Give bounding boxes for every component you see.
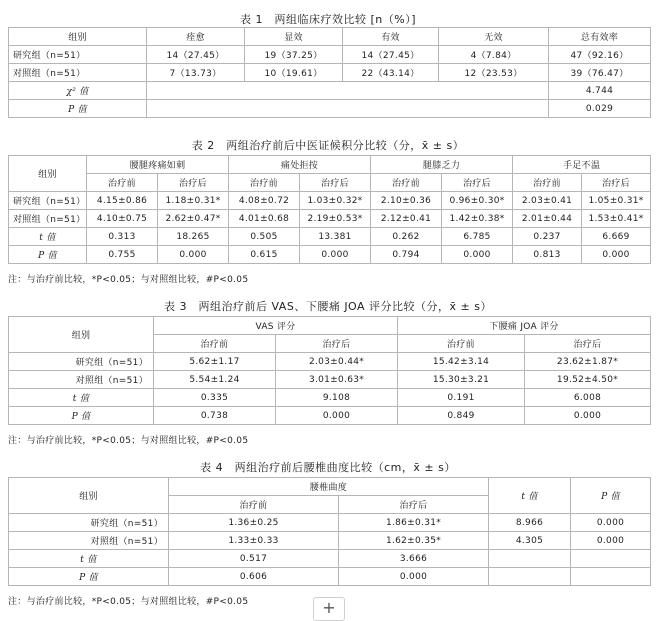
sub-header: 治疗后 — [158, 174, 229, 192]
table-cell: 12（23.53） — [439, 64, 549, 82]
table-cell: 0.000 — [276, 407, 398, 425]
p-label: P 值 — [9, 100, 147, 118]
table-cell: 5.62±1.17 — [154, 353, 276, 371]
table-cell — [489, 550, 571, 568]
table-cell: 对照组（n=51） — [9, 532, 169, 550]
table-cell — [571, 568, 651, 586]
table2-caption: 表 2 两组治疗前后中医证候积分比较（分，x̄ ± s） — [191, 139, 465, 152]
table3-group-label: 组别 — [9, 317, 154, 353]
table2 — [8, 155, 651, 264]
table-row — [9, 100, 651, 118]
table-cell: 0.000 — [525, 407, 651, 425]
table-cell: 47（92.16） — [549, 46, 651, 64]
sub-header: 治疗前 — [229, 174, 300, 192]
table-row — [9, 371, 651, 389]
table2-group-label: 组别 — [9, 156, 87, 192]
table-cell: 2.01±0.44 — [513, 210, 582, 228]
table-row — [9, 82, 651, 100]
table-cell: 1.42±0.38* — [442, 210, 513, 228]
table2-group-header: 手足不温 — [513, 156, 651, 174]
table-cell: 1.86±0.31* — [339, 514, 489, 532]
table-cell: 2.12±0.41 — [371, 210, 442, 228]
table-cell: 2.62±0.47* — [158, 210, 229, 228]
table-cell: 8.966 — [489, 514, 571, 532]
table-cell: 39（76.47） — [549, 64, 651, 82]
table-cell — [571, 550, 651, 568]
table-cell: 6.669 — [582, 228, 651, 246]
table2-note: 注：与治疗前比较，*P<0.05；与对照组比较，#P<0.05 — [8, 275, 249, 285]
sub-header: 治疗后 — [276, 335, 398, 353]
table-cell: 15.30±3.21 — [398, 371, 525, 389]
table-cell: 22（43.14） — [343, 64, 439, 82]
table-cell: 2.03±0.41 — [513, 192, 582, 210]
sub-header: 治疗后 — [582, 174, 651, 192]
table4-caption: 表 4 两组治疗前后腰椎曲度比较（cm，x̄ ± s） — [200, 461, 456, 474]
table3-group-header: 下腰痛 JOA 评分 — [398, 317, 651, 335]
table-cell: 研究组（n=51） — [9, 46, 147, 64]
t-label: t 值 — [9, 228, 87, 246]
table4-group-row — [9, 478, 651, 496]
table-row — [9, 64, 651, 82]
table3-group-row — [9, 317, 651, 335]
sub-header: 治疗前 — [154, 335, 276, 353]
table-cell: 4（7.84） — [439, 46, 549, 64]
table-cell: 0.606 — [169, 568, 339, 586]
table-cell: 1.18±0.31* — [158, 192, 229, 210]
sub-header: 治疗前 — [169, 496, 339, 514]
table-cell: 0.813 — [513, 246, 582, 264]
table-cell: 0.849 — [398, 407, 525, 425]
table-cell: 9.108 — [276, 389, 398, 407]
t-label: t 值 — [9, 550, 169, 568]
sub-header: 治疗后 — [525, 335, 651, 353]
table-cell: 0.262 — [371, 228, 442, 246]
table-cell: 19.52±4.50* — [525, 371, 651, 389]
table-cell: 0.000 — [300, 246, 371, 264]
table-cell: 0.794 — [371, 246, 442, 264]
p-label: P 值 — [9, 568, 169, 586]
chi-label: χ² 值 — [9, 82, 147, 100]
t-label: t 值 — [489, 478, 571, 514]
sub-header: 治疗后 — [300, 174, 371, 192]
table-cell: 5.54±1.24 — [154, 371, 276, 389]
table-cell: 0.313 — [87, 228, 158, 246]
table-cell: 1.36±0.25 — [169, 514, 339, 532]
table-cell: 0.738 — [154, 407, 276, 425]
table-cell: 2.03±0.44* — [276, 353, 398, 371]
table1-header: 总有效率 — [549, 28, 651, 46]
table-cell: 0.191 — [398, 389, 525, 407]
table-cell: 4.01±0.68 — [229, 210, 300, 228]
table-row — [9, 192, 651, 210]
table2-group-header: 腰腿疼痛如刺 — [87, 156, 229, 174]
chi-value: 4.744 — [549, 82, 651, 100]
table-row — [9, 228, 651, 246]
add-button[interactable]: + — [313, 597, 345, 621]
table-cell: 0.000 — [339, 568, 489, 586]
table4-group-label: 组别 — [9, 478, 169, 514]
table-cell: 10（19.61） — [245, 64, 343, 82]
table3-caption: 表 3 两组治疗前后 VAS、下腰痛 JOA 评分比较（分，x̄ ± s） — [164, 300, 492, 313]
table-cell: 0.517 — [169, 550, 339, 568]
table-row — [9, 568, 651, 586]
table-cell: 0.000 — [158, 246, 229, 264]
sub-header: 治疗前 — [371, 174, 442, 192]
p-label: P 值 — [9, 407, 154, 425]
table1-header: 无效 — [439, 28, 549, 46]
table-cell: 1.05±0.31* — [582, 192, 651, 210]
table-cell — [147, 82, 549, 100]
table-cell: 4.08±0.72 — [229, 192, 300, 210]
table-cell: 0.96±0.30* — [442, 192, 513, 210]
table3-group-header: VAS 评分 — [154, 317, 398, 335]
sub-header: 治疗后 — [339, 496, 489, 514]
table-cell: 13.381 — [300, 228, 371, 246]
table-cell: 研究组（n=51） — [9, 192, 87, 210]
table-cell: 0.000 — [442, 246, 513, 264]
table-cell: 3.666 — [339, 550, 489, 568]
table-row — [9, 514, 651, 532]
table-cell: 18.265 — [158, 228, 229, 246]
table1-header-row — [9, 28, 651, 46]
table2-group-row — [9, 156, 651, 174]
table-cell: 0.755 — [87, 246, 158, 264]
table-cell: 研究组（n=51） — [9, 353, 154, 371]
table1-header: 显效 — [245, 28, 343, 46]
table1 — [8, 27, 651, 118]
table1-header: 组别 — [9, 28, 147, 46]
table-cell: 0.505 — [229, 228, 300, 246]
table2-group-header: 腿膝乏力 — [371, 156, 513, 174]
table-cell: 19（37.25） — [245, 46, 343, 64]
table4-note: 注：与治疗前比较，*P<0.05；与对照组比较，#P<0.05 — [8, 597, 249, 607]
sub-header: 治疗后 — [442, 174, 513, 192]
table2-group-header: 痛处拒按 — [229, 156, 371, 174]
table-cell: 2.19±0.53* — [300, 210, 371, 228]
table1-header: 痊愈 — [147, 28, 245, 46]
table-row — [9, 407, 651, 425]
table-cell: 7（13.73） — [147, 64, 245, 82]
table1-header: 有效 — [343, 28, 439, 46]
table-cell: 4.305 — [489, 532, 571, 550]
table-row — [9, 550, 651, 568]
table-cell: 1.53±0.41* — [582, 210, 651, 228]
table-cell: 对照组（n=51） — [9, 210, 87, 228]
table-cell: 23.62±1.87* — [525, 353, 651, 371]
table2-sub-row — [9, 174, 651, 192]
table1-caption: 表 1 两组临床疗效比较 [n（%）] — [240, 13, 416, 26]
t-label: t 值 — [9, 389, 154, 407]
table-cell: 1.33±0.33 — [169, 532, 339, 550]
table4 — [8, 477, 651, 586]
table-cell: 0.000 — [571, 514, 651, 532]
table-cell: 14（27.45） — [147, 46, 245, 64]
table-row — [9, 210, 651, 228]
p-value: 0.029 — [549, 100, 651, 118]
p-label: P 值 — [571, 478, 651, 514]
table-cell: 0.335 — [154, 389, 276, 407]
table-row — [9, 246, 651, 264]
table-row — [9, 353, 651, 371]
table-cell: 0.237 — [513, 228, 582, 246]
table-cell: 14（27.45） — [343, 46, 439, 64]
table-cell: 1.03±0.32* — [300, 192, 371, 210]
sub-header: 治疗前 — [87, 174, 158, 192]
table-cell: 0.615 — [229, 246, 300, 264]
table-row — [9, 46, 651, 64]
table-cell: 0.000 — [582, 246, 651, 264]
table-cell: 研究组（n=51） — [9, 514, 169, 532]
table-cell: 2.10±0.36 — [371, 192, 442, 210]
table3 — [8, 316, 651, 425]
table-cell: 4.10±0.75 — [87, 210, 158, 228]
table-cell: 6.008 — [525, 389, 651, 407]
table-cell: 15.42±3.14 — [398, 353, 525, 371]
p-label: P 值 — [9, 246, 87, 264]
table-cell: 0.000 — [571, 532, 651, 550]
sub-header: 治疗前 — [513, 174, 582, 192]
sub-header: 治疗前 — [398, 335, 525, 353]
table-row — [9, 389, 651, 407]
table4-group-header: 腰椎曲度 — [169, 478, 489, 496]
table-cell: 1.62±0.35* — [339, 532, 489, 550]
table-cell: 4.15±0.86 — [87, 192, 158, 210]
table-cell: 对照组（n=51） — [9, 371, 154, 389]
table-cell — [147, 100, 549, 118]
table3-note: 注：与治疗前比较，*P<0.05；与对照组比较，#P<0.05 — [8, 436, 249, 446]
table-cell: 对照组（n=51） — [9, 64, 147, 82]
table-cell — [489, 568, 571, 586]
table-cell: 3.01±0.63* — [276, 371, 398, 389]
table-row — [9, 532, 651, 550]
table-cell: 6.785 — [442, 228, 513, 246]
